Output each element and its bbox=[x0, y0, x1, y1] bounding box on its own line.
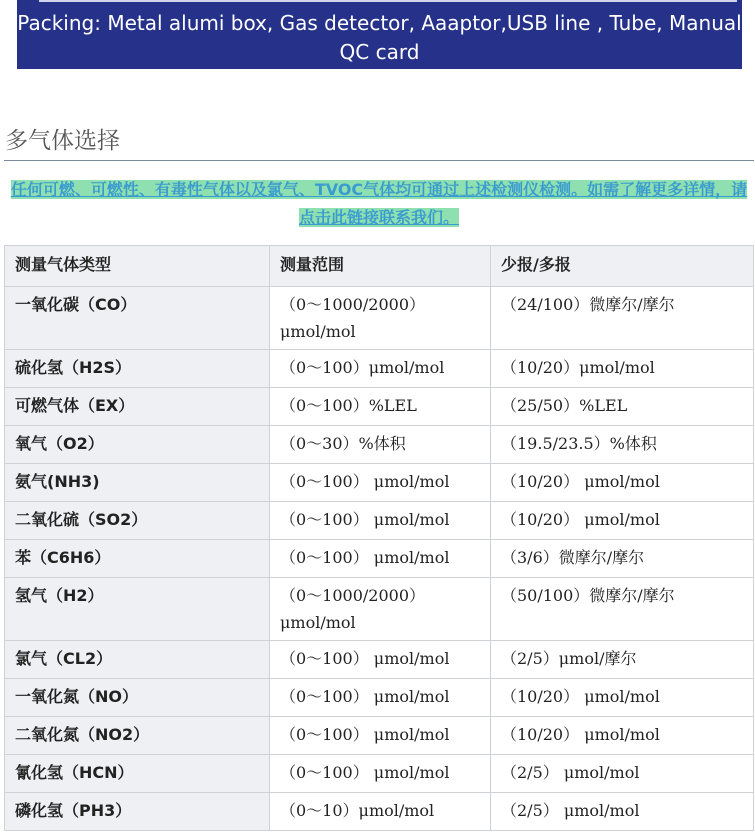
range-cell: （0～100） μmol/mol bbox=[270, 464, 491, 502]
gas-name-cell: 一氧化氮（NO） bbox=[5, 679, 270, 717]
alarm-cell: （10/20） μmol/mol bbox=[491, 717, 754, 755]
range-cell: （0～30）%体积 bbox=[270, 426, 491, 464]
range-cell: （0～100）μmol/mol bbox=[270, 350, 491, 388]
gas-table bbox=[4, 245, 754, 831]
gas-name-cell: 氰化氢（HCN） bbox=[5, 755, 270, 793]
gas-name-cell: 氢气（H2） bbox=[5, 578, 270, 641]
table-row bbox=[5, 388, 754, 426]
range-cell: （0～1000/2000）μmol/mol bbox=[270, 578, 491, 641]
gas-name-cell: 二氧化硫（SO2） bbox=[5, 502, 270, 540]
table-row bbox=[5, 502, 754, 540]
contact-link[interactable] bbox=[10, 176, 748, 232]
gas-name-cell: 磷化氢（PH3） bbox=[5, 793, 270, 831]
gas-name-cell: 二氧化氮（NO2） bbox=[5, 717, 270, 755]
gas-name-cell: 氯气（CL2） bbox=[5, 641, 270, 679]
alarm-cell: （24/100）微摩尔/摩尔 bbox=[491, 287, 754, 350]
alarm-cell: （3/6）微摩尔/摩尔 bbox=[491, 540, 754, 578]
range-cell: （0～100） μmol/mol bbox=[270, 502, 491, 540]
table-row bbox=[5, 793, 754, 831]
alarm-cell: （2/5） μmol/mol bbox=[491, 793, 754, 831]
range-cell: （0～10）μmol/mol bbox=[270, 793, 491, 831]
range-cell: （0～100） μmol/mol bbox=[270, 755, 491, 793]
alarm-cell: （10/20） μmol/mol bbox=[491, 502, 754, 540]
range-cell: （0～100） μmol/mol bbox=[270, 540, 491, 578]
table-row bbox=[5, 717, 754, 755]
table-row bbox=[5, 641, 754, 679]
gas-name-cell: 苯（C6H6） bbox=[5, 540, 270, 578]
table-row bbox=[5, 350, 754, 388]
table-row bbox=[5, 287, 754, 350]
alarm-cell: （10/20） μmol/mol bbox=[491, 679, 754, 717]
gas-name-cell: 一氧化碳（CO） bbox=[5, 287, 270, 350]
contact-link-text[interactable]: 任何可燃、可燃性、有毒性气体以及氯气、TVOC气体均可通过上述检测仪检测。如需了解更多详情，请点击此链接联系我们。 bbox=[10, 180, 748, 227]
gas-name-cell: 氧气（O2） bbox=[5, 426, 270, 464]
alarm-cell: （19.5/23.5）%体积 bbox=[491, 426, 754, 464]
gas-name-cell: 氨气(NH3) bbox=[5, 464, 270, 502]
section-divider bbox=[4, 160, 754, 161]
header-range: 测量范围 bbox=[270, 246, 491, 287]
range-cell: （0～100） μmol/mol bbox=[270, 641, 491, 679]
header-gas-type: 测量气体类型 bbox=[5, 246, 270, 287]
gas-name-cell: 可燃气体（EX） bbox=[5, 388, 270, 426]
alarm-cell: （10/20） μmol/mol bbox=[491, 464, 754, 502]
alarm-cell: （2/5） μmol/mol bbox=[491, 755, 754, 793]
alarm-cell: （2/5）μmol/摩尔 bbox=[491, 641, 754, 679]
table-row bbox=[5, 679, 754, 717]
table-row bbox=[5, 464, 754, 502]
table-header-row bbox=[5, 246, 754, 287]
alarm-cell: （10/20）μmol/mol bbox=[491, 350, 754, 388]
table-row bbox=[5, 578, 754, 641]
range-cell: （0～100）%LEL bbox=[270, 388, 491, 426]
table-row bbox=[5, 540, 754, 578]
range-cell: （0～1000/2000）μmol/mol bbox=[270, 287, 491, 350]
gas-name-cell: 硫化氢（H2S） bbox=[5, 350, 270, 388]
alarm-cell: （50/100）微摩尔/摩尔 bbox=[491, 578, 754, 641]
section-title: 多气体选择 bbox=[5, 128, 120, 154]
table-row bbox=[5, 426, 754, 464]
header-alarm: 少报/多报 bbox=[491, 246, 754, 287]
range-cell: （0～100） μmol/mol bbox=[270, 679, 491, 717]
range-cell: （0～100） μmol/mol bbox=[270, 717, 491, 755]
banner-top-divider bbox=[39, 0, 737, 2]
alarm-cell: （25/50）%LEL bbox=[491, 388, 754, 426]
packing-text: Packing: Metal alumi box, Gas detector, Aaaptor,USB line , Tube, Manual QC card bbox=[17, 11, 742, 64]
table-row bbox=[5, 755, 754, 793]
packing-banner bbox=[17, 0, 742, 69]
